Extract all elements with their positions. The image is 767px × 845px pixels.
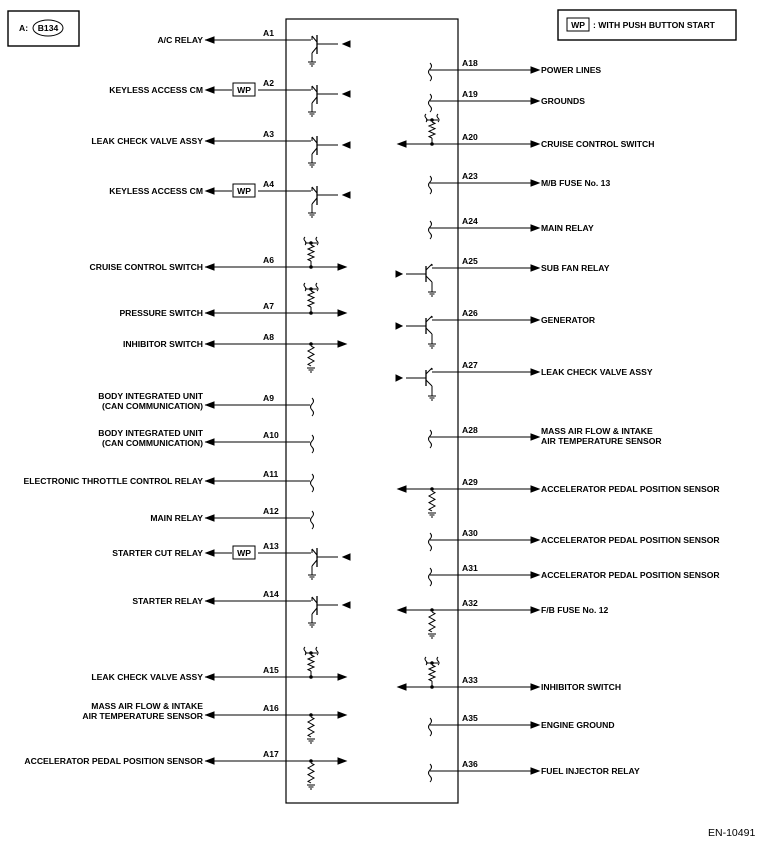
resistor-symbol (308, 291, 314, 307)
arrow-head-right (338, 758, 346, 764)
pin-a7 (119, 283, 346, 318)
destination-label: LEAK CHECK VALVE ASSY (91, 136, 203, 146)
junction-dot (309, 342, 313, 346)
transistor-collector (426, 316, 432, 322)
transistor-emitter (312, 608, 317, 614)
pin-number: A16 (263, 703, 279, 713)
pin-number: A35 (462, 713, 478, 723)
arrow-head-left (398, 607, 406, 613)
arrow-head-left (206, 341, 214, 347)
pin-a30 (429, 528, 721, 551)
destination-label: MAIN RELAY (541, 223, 594, 233)
squiggle-line (311, 435, 314, 453)
arrow-head-left (398, 486, 406, 492)
squiggle-line (425, 114, 427, 122)
destination-label: CRUISE CONTROL SWITCH (89, 262, 203, 272)
destination-label: INHIBITOR SWITCH (541, 682, 622, 692)
pin-a28 (429, 425, 663, 448)
destination-label: POWER LINES (541, 65, 602, 75)
destination-label: M/B FUSE No. 13 (541, 178, 611, 188)
junction-dot (309, 759, 313, 763)
pin-number: A17 (263, 749, 279, 759)
junction-dot (430, 685, 434, 689)
wp-badge: WP (237, 548, 251, 558)
squiggle-line (429, 718, 432, 736)
pin-a1 (157, 28, 350, 66)
resistor-symbol (429, 122, 435, 138)
resistor-symbol (308, 763, 314, 783)
pin-number: A28 (462, 425, 478, 435)
pin-a3 (91, 129, 350, 167)
arrow-head-right (531, 369, 539, 375)
transistor-input-arrow (396, 323, 402, 329)
arrow-head-right (531, 768, 539, 774)
squiggle-line (316, 647, 318, 655)
legend-text: : WITH PUSH BUTTON START (593, 20, 715, 30)
transistor-collector (312, 36, 317, 42)
transistor-input-arrow (343, 91, 350, 97)
pin-a10 (98, 428, 313, 453)
pin-a14 (132, 589, 350, 627)
destination-label: PRESSURE SWITCH (119, 308, 203, 318)
pin-number: A32 (462, 598, 478, 608)
wp-badge: WP (237, 186, 251, 196)
squiggle-line (304, 647, 306, 655)
legend (558, 10, 736, 40)
right-pin-group (396, 58, 720, 782)
destination-label: ACCELERATOR PEDAL POSITION SENSOR (24, 756, 203, 766)
destination-label: ENGINE GROUND (541, 720, 615, 730)
squiggle-line (429, 94, 432, 112)
junction-dot (309, 713, 313, 717)
pin-number: A36 (462, 759, 478, 769)
destination-label: SUB FAN RELAY (541, 263, 610, 273)
squiggle-line (437, 657, 439, 665)
arrow-head-right (531, 434, 539, 440)
arrow-head-right (531, 141, 539, 147)
resistor-symbol (429, 665, 435, 681)
transistor-collector (312, 549, 317, 555)
left-pin-group (23, 28, 350, 789)
pin-a6 (90, 237, 346, 272)
destination-label: STARTER RELAY (132, 596, 203, 606)
arrow-head-left (206, 87, 214, 93)
squiggle-line (304, 283, 306, 291)
resistor-symbol (429, 491, 435, 511)
junction-dot (309, 311, 313, 315)
pin-a9 (98, 391, 313, 416)
arrow-head-right (531, 317, 539, 323)
pin-number: A4 (263, 179, 274, 189)
destination-label: BODY INTEGRATED UNIT (98, 391, 203, 401)
connector-id: B134 (37, 23, 59, 33)
destination-label: FUEL INJECTOR RELAY (541, 766, 640, 776)
transistor-input-arrow (343, 41, 350, 47)
pin-a13 (112, 541, 350, 579)
transistor-emitter (312, 47, 317, 53)
squiggle-line (425, 657, 427, 665)
squiggle-line (304, 237, 306, 245)
destination-label: STARTER CUT RELAY (112, 548, 203, 558)
transistor-collector (312, 597, 317, 603)
squiggle-line (429, 430, 432, 448)
pin-a15 (91, 647, 346, 682)
arrow-head-left (206, 478, 214, 484)
resistor-symbol (308, 655, 314, 671)
transistor-collector (312, 187, 317, 193)
transistor-collector (312, 137, 317, 143)
pin-number: A15 (263, 665, 279, 675)
transistor-collector (312, 86, 317, 92)
pin-number: A9 (263, 393, 274, 403)
transistor-emitter (312, 97, 317, 103)
arrow-head-right (531, 572, 539, 578)
pin-number: A2 (263, 78, 274, 88)
pin-number: A24 (462, 216, 478, 226)
destination-label: GROUNDS (541, 96, 585, 106)
arrow-head-left (206, 402, 214, 408)
transistor-input-arrow (343, 602, 350, 608)
pin-number: A20 (462, 132, 478, 142)
arrow-head-left (206, 550, 214, 556)
pin-a19 (429, 89, 586, 112)
figure-id: EN-10491 (708, 827, 756, 839)
junction-dot (430, 487, 434, 491)
pin-a31 (429, 563, 721, 586)
pin-a17 (24, 749, 346, 789)
destination-label: LEAK CHECK VALVE ASSY (541, 367, 653, 377)
destination-label: MAIN RELAY (150, 513, 203, 523)
pin-number: A6 (263, 255, 274, 265)
destination-label: MASS AIR FLOW & INTAKE (541, 426, 653, 436)
destination-label: A/C RELAY (157, 35, 203, 45)
junction-dot (430, 608, 434, 612)
destination-label: ACCELERATOR PEDAL POSITION SENSOR (541, 535, 720, 545)
connector-prefix: A: (19, 23, 29, 33)
transistor-input-arrow (343, 142, 350, 148)
destination-label: F/B FUSE No. 12 (541, 605, 609, 615)
destination-label: MASS AIR FLOW & INTAKE (91, 701, 203, 711)
pin-a26 (396, 308, 596, 348)
arrow-head-right (531, 486, 539, 492)
arrow-head-right (531, 607, 539, 613)
resistor-symbol (308, 346, 314, 366)
arrow-head-right (531, 67, 539, 73)
pin-a29 (398, 477, 720, 517)
transistor-emitter (312, 148, 317, 154)
connector-tag (8, 11, 79, 46)
transistor-input-arrow (343, 192, 350, 198)
pin-a2 (109, 78, 350, 116)
pin-number: A14 (263, 589, 279, 599)
squiggle-line (311, 474, 314, 492)
destination-label: LEAK CHECK VALVE ASSY (91, 672, 203, 682)
junction-dot (309, 675, 313, 679)
destination-label: INHIBITOR SWITCH (122, 339, 203, 349)
wp-badge: WP (237, 85, 251, 95)
resistor-symbol (308, 245, 314, 261)
squiggle-line (429, 176, 432, 194)
legend-badge: WP (571, 20, 585, 30)
pin-a20 (398, 114, 654, 149)
pin-a4 (109, 179, 350, 217)
transistor-input-arrow (396, 375, 402, 381)
transistor-collector (426, 368, 432, 374)
pin-number: A29 (462, 477, 478, 487)
pin-a16 (82, 701, 346, 743)
arrow-head-right (531, 722, 539, 728)
pin-number: A12 (263, 506, 279, 516)
arrow-head-right (531, 265, 539, 271)
pin-a11 (23, 469, 313, 492)
pin-number: A19 (462, 89, 478, 99)
pin-number: A23 (462, 171, 478, 181)
destination-label: AIR TEMPERATURE SENSOR (82, 711, 203, 721)
destination-label: ACCELERATOR PEDAL POSITION SENSOR (541, 570, 720, 580)
squiggle-line (429, 533, 432, 551)
destination-label: ELECTRONIC THROTTLE CONTROL RELAY (23, 476, 203, 486)
destination-label: KEYLESS ACCESS CM (109, 186, 203, 196)
pin-a36 (429, 759, 640, 782)
pin-number: A7 (263, 301, 274, 311)
pin-a25 (396, 256, 610, 296)
arrow-head-left (398, 684, 406, 690)
squiggle-line (311, 398, 314, 416)
transistor-emitter (426, 276, 432, 282)
squiggle-line (311, 511, 314, 529)
squiggle-line (437, 114, 439, 122)
pin-a35 (429, 713, 615, 736)
destination-label: BODY INTEGRATED UNIT (98, 428, 203, 438)
pin-number: A27 (462, 360, 478, 370)
destination-label: GENERATOR (541, 315, 596, 325)
destination-label: (CAN COMMUNICATION) (101, 438, 203, 448)
pin-number: A31 (462, 563, 478, 573)
arrow-head-right (531, 684, 539, 690)
arrow-head-left (398, 141, 406, 147)
arrow-head-right (338, 674, 346, 680)
pin-a33 (398, 657, 621, 692)
pin-number: A8 (263, 332, 274, 342)
destination-label: CRUISE CONTROL SWITCH (541, 139, 655, 149)
squiggle-line (316, 283, 318, 291)
arrow-head-right (338, 264, 346, 270)
pin-number: A30 (462, 528, 478, 538)
pin-number: A13 (263, 541, 279, 551)
squiggle-line (429, 764, 432, 782)
destination-label: KEYLESS ACCESS CM (109, 85, 203, 95)
arrow-head-left (206, 674, 214, 680)
pin-a23 (429, 171, 611, 194)
arrow-head-left (206, 37, 214, 43)
transistor-emitter (312, 198, 317, 204)
arrow-head-right (338, 341, 346, 347)
arrow-head-left (206, 598, 214, 604)
transistor-emitter (426, 328, 432, 334)
pin-a24 (429, 216, 594, 239)
arrow-head-left (206, 310, 214, 316)
transistor-emitter (426, 380, 432, 386)
pin-number: A33 (462, 675, 478, 685)
squiggle-line (429, 568, 432, 586)
pin-number: A3 (263, 129, 274, 139)
squiggle-line (316, 237, 318, 245)
pin-number: A11 (263, 469, 279, 479)
destination-label: AIR TEMPERATURE SENSOR (541, 436, 662, 446)
resistor-symbol (308, 717, 314, 737)
arrow-head-left (206, 515, 214, 521)
pin-a8 (123, 332, 346, 372)
arrow-head-right (338, 310, 346, 316)
destination-label: ACCELERATOR PEDAL POSITION SENSOR (541, 484, 720, 494)
arrow-head-right (531, 98, 539, 104)
squiggle-line (429, 221, 432, 239)
transistor-input-arrow (396, 271, 402, 277)
junction-dot (430, 142, 434, 146)
pin-number: A18 (462, 58, 478, 68)
transistor-emitter (312, 560, 317, 566)
destination-label: (CAN COMMUNICATION) (101, 401, 203, 411)
pin-number: A1 (263, 28, 274, 38)
pin-a12 (150, 506, 313, 529)
resistor-symbol (429, 612, 435, 632)
arrow-head-right (531, 225, 539, 231)
pin-number: A10 (263, 430, 279, 440)
pin-a27 (396, 360, 653, 400)
pin-number: A26 (462, 308, 478, 318)
arrow-head-left (206, 188, 214, 194)
transistor-collector (426, 264, 432, 270)
pin-a18 (429, 58, 602, 81)
arrow-head-left (206, 439, 214, 445)
arrow-head-left (206, 138, 214, 144)
squiggle-line (429, 63, 432, 81)
arrow-head-right (531, 180, 539, 186)
arrow-head-right (531, 537, 539, 543)
arrow-head-left (206, 758, 214, 764)
arrow-head-right (338, 712, 346, 718)
junction-dot (309, 265, 313, 269)
arrow-head-left (206, 712, 214, 718)
pin-number: A25 (462, 256, 478, 266)
arrow-head-left (206, 264, 214, 270)
pin-a32 (398, 598, 609, 638)
transistor-input-arrow (343, 554, 350, 560)
